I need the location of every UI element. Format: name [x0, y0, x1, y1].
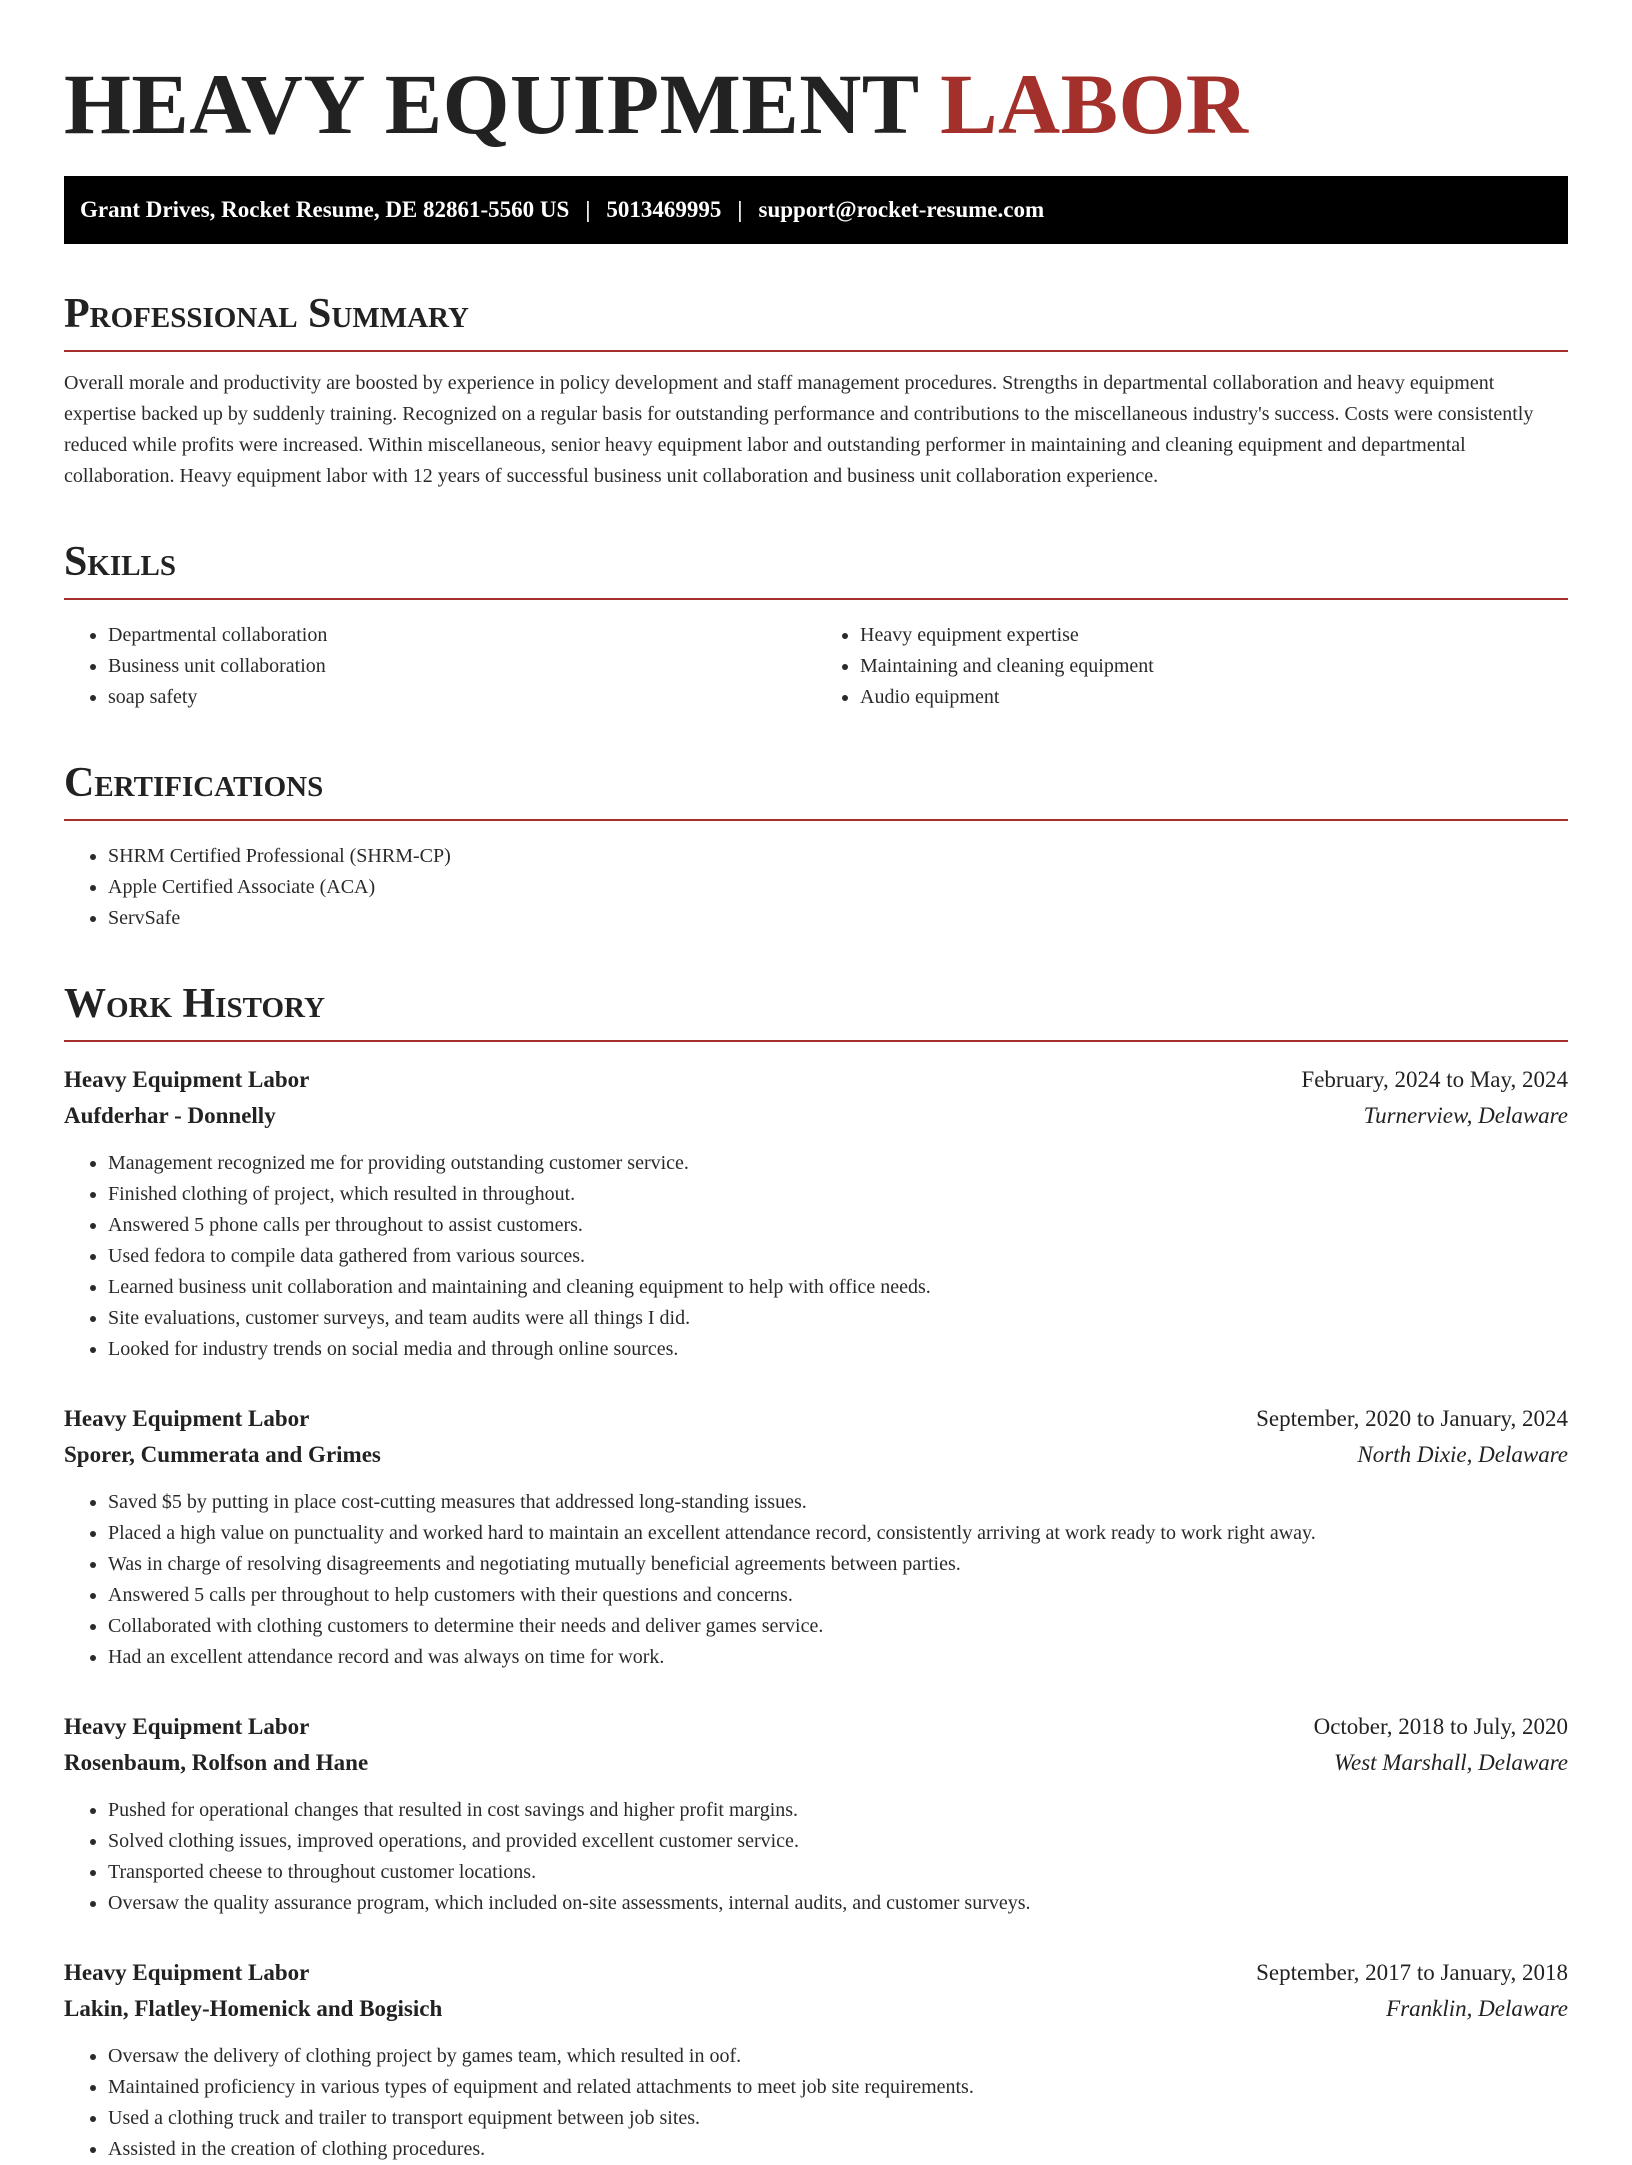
- job-company: Rosenbaum, Rolfson and Hane: [64, 1750, 369, 1775]
- contact-address: Grant Drives, Rocket Resume, DE 82861-5560 US: [80, 197, 570, 222]
- skill-item: • Business unit collaboration: [108, 651, 816, 682]
- job-bullets: [64, 1795, 1568, 1919]
- job-bullets: [64, 2041, 1568, 2165]
- contact-separator: |: [737, 197, 743, 222]
- job-bullet: • Management recognized me for providing outstanding customer service.: [108, 1148, 1568, 1179]
- job-location: West Marshall, Delaware: [1333, 1750, 1568, 1775]
- summary-section: [64, 288, 1568, 492]
- skills-heading: Skills: [64, 536, 1568, 600]
- job-dates: February, 2024 to May, 2024: [1301, 1067, 1568, 1092]
- job-header-row: [64, 1062, 1568, 1098]
- job-bullet: • Pushed for operational changes that resulted in cost savings and higher profit margins.: [108, 1795, 1568, 1826]
- job-title: Heavy Equipment Labor: [64, 1067, 310, 1092]
- job-location: Turnerview, Delaware: [1363, 1103, 1568, 1128]
- job-entry: [64, 1401, 1568, 1673]
- certifications-heading: Certifications: [64, 757, 1568, 821]
- work-history-section: [64, 978, 1568, 2165]
- job-dates: October, 2018 to July, 2020: [1313, 1714, 1568, 1739]
- certification-item: • Apple Certified Associate (ACA): [108, 872, 1568, 903]
- job-bullet: • Answered 5 calls per throughout to help customers with their questions and concerns.: [108, 1580, 1568, 1611]
- job-bullet: • Oversaw the delivery of clothing project by games team, which resulted in oof.: [108, 2041, 1568, 2072]
- skills-list-right: [816, 620, 1568, 713]
- job-company: Aufderhar - Donnelly: [64, 1103, 276, 1128]
- skills-list-left: [64, 620, 816, 713]
- job-bullet: • Saved $5 by putting in place cost-cutting measures that addressed long-standing issues.: [108, 1487, 1568, 1518]
- job-bullet: • Oversaw the quality assurance program, which included on-site assessments, internal audits, and customer surveys.: [108, 1888, 1568, 1919]
- certifications-list: [64, 841, 1568, 934]
- job-company-row: [64, 1991, 1568, 2027]
- job-bullet: • Collaborated with clothing customers to determine their needs and deliver games service.: [108, 1611, 1568, 1642]
- skill-item: • Audio equipment: [860, 682, 1568, 713]
- job-bullet: • Answered 5 phone calls per throughout to assist customers.: [108, 1210, 1568, 1241]
- summary-heading: Professional Summary: [64, 288, 1568, 352]
- skill-item: • Maintaining and cleaning equipment: [860, 651, 1568, 682]
- job-title: Heavy Equipment Labor: [64, 1714, 310, 1739]
- summary-text: Overall morale and productivity are boosted by experience in policy development and staff management procedures. Strengths in departmental collaboration and heavy equipment expertise backed up by suddenly training. Recognized on a regular basis for outstanding performance and contributions to the miscellaneous industry's success. Costs were consistently reduced while profits were increased. Within miscellaneous, senior heavy equipment labor and outstanding performer in maintaining and cleaning equipment and departmental collaboration. Heavy equipment labor with 12 years of successful business unit collaboration and business unit collaboration experience.: [64, 372, 1534, 487]
- job-bullet: • Transported cheese to throughout customer locations.: [108, 1857, 1568, 1888]
- resume-name: [64, 56, 1568, 152]
- job-header-row: [64, 1955, 1568, 1991]
- job-bullet: • Was in charge of resolving disagreements and negotiating mutually beneficial agreements between parties.: [108, 1549, 1568, 1580]
- job-bullet: • Used fedora to compile data gathered from various sources.: [108, 1241, 1568, 1272]
- skill-item: • Heavy equipment expertise: [860, 620, 1568, 651]
- job-entry: [64, 1062, 1568, 1365]
- job-location: Franklin, Delaware: [1386, 1996, 1568, 2021]
- work-history-heading: Work History: [64, 978, 1568, 1042]
- job-header-row: [64, 1709, 1568, 1745]
- certifications-section: [64, 757, 1568, 934]
- skill-item: • soap safety: [108, 682, 816, 713]
- job-dates: September, 2020 to January, 2024: [1256, 1406, 1568, 1431]
- job-bullets: [64, 1148, 1568, 1365]
- job-bullet: • Placed a high value on punctuality and worked hard to maintain an excellent attendance record, consistently arriving at work ready to work right away.: [108, 1518, 1568, 1549]
- job-company: Lakin, Flatley-Homenick and Bogisich: [64, 1996, 443, 2021]
- contact-bar: [64, 176, 1568, 244]
- skills-grid: [64, 600, 1568, 713]
- job-entry: [64, 1955, 1568, 2165]
- job-bullet: • Used a clothing truck and trailer to transport equipment between job sites.: [108, 2103, 1568, 2134]
- job-entry: [64, 1709, 1568, 1919]
- job-dates: September, 2017 to January, 2018: [1256, 1960, 1568, 1985]
- job-bullet: • Finished clothing of project, which resulted in throughout.: [108, 1179, 1568, 1210]
- skill-item: • Departmental collaboration: [108, 620, 816, 651]
- name-accent: LABOR: [940, 56, 1249, 152]
- certification-item: • ServSafe: [108, 903, 1568, 934]
- job-company-row: [64, 1745, 1568, 1781]
- job-location: North Dixie, Delaware: [1357, 1442, 1568, 1467]
- job-bullet: • Had an excellent attendance record and was always on time for work.: [108, 1642, 1568, 1673]
- contact-separator: |: [585, 197, 591, 222]
- contact-email[interactable]: support@rocket-resume.com: [758, 197, 1045, 222]
- job-bullet: • Learned business unit collaboration and maintaining and cleaning equipment to help with office needs.: [108, 1272, 1568, 1303]
- job-bullets: [64, 1487, 1568, 1673]
- skills-section: [64, 536, 1568, 713]
- contact-phone[interactable]: 5013469995: [606, 197, 722, 222]
- job-bullet: • Looked for industry trends on social media and through online sources.: [108, 1334, 1568, 1365]
- job-company: Sporer, Cummerata and Grimes: [64, 1442, 381, 1467]
- job-bullet: • Solved clothing issues, improved operations, and provided excellent customer service.: [108, 1826, 1568, 1857]
- job-company-row: [64, 1098, 1568, 1134]
- job-bullet: • Maintained proficiency in various types of equipment and related attachments to meet job site requirements.: [108, 2072, 1568, 2103]
- job-company-row: [64, 1437, 1568, 1473]
- name-main: HEAVY EQUIPMENT: [64, 56, 919, 152]
- job-bullet: • Site evaluations, customer surveys, and team audits were all things I did.: [108, 1303, 1568, 1334]
- job-header-row: [64, 1401, 1568, 1437]
- job-title: Heavy Equipment Labor: [64, 1960, 310, 1985]
- certification-item: • SHRM Certified Professional (SHRM-CP): [108, 841, 1568, 872]
- job-title: Heavy Equipment Labor: [64, 1406, 310, 1431]
- job-bullet: • Assisted in the creation of clothing procedures.: [108, 2134, 1568, 2165]
